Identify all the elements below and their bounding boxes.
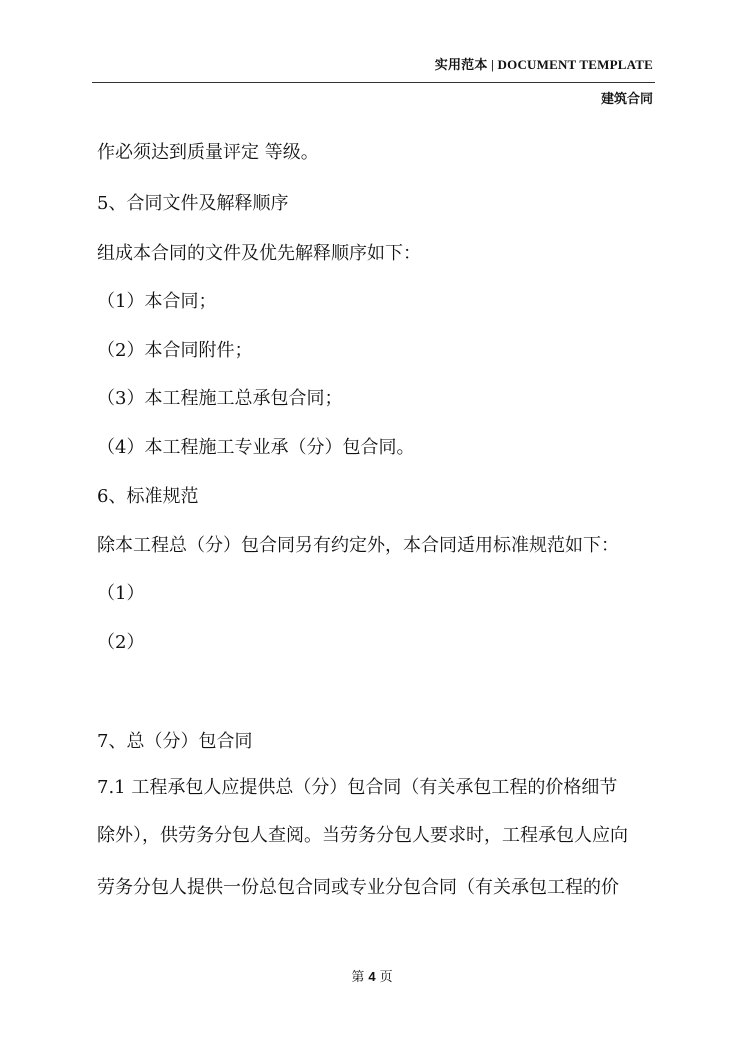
list-item: （4）本工程施工专业承（分）包合同。: [97, 437, 415, 458]
footer-suffix: 页: [379, 970, 393, 985]
header-divider: [92, 82, 655, 83]
footer-prefix: 第: [351, 970, 365, 985]
list-item: （3）本工程施工总承包合同；: [97, 388, 343, 409]
body-line: 除外），供劳务分包人查阅。当劳务分包人要求时，工程承包人应向: [97, 825, 628, 846]
section-heading: 7、总（分）包合同: [97, 731, 253, 752]
body-line: 劳务分包人提供一份总包合同或专业分包合同（有关承包工程的价: [97, 877, 619, 898]
page-number: 4: [368, 969, 376, 984]
header-subtitle: 建筑合同: [600, 92, 653, 107]
body-line: 组成本合同的文件及优先解释顺序如下：: [97, 243, 421, 264]
header-title: 实用范本 | DOCUMENT TEMPLATE: [434, 57, 653, 72]
list-item: （1）本合同；: [97, 291, 217, 312]
list-item: （1）: [97, 583, 145, 604]
section-heading: 6、标准规范: [97, 486, 199, 507]
body-line: 除本工程总（分）包合同另有约定外，本合同适用标准规范如下：: [97, 535, 619, 556]
page-footer: [0, 966, 744, 985]
list-item: （2）本合同附件；: [97, 340, 253, 361]
body-line: 7.1 工程承包人应提供总（分）包合同（有关承包工程的价格细节: [97, 777, 618, 798]
list-item: （2）: [97, 632, 145, 653]
section-heading: 5、合同文件及解释顺序: [97, 193, 289, 214]
body-line: 作必须达到质量评定 等级。: [97, 142, 319, 163]
